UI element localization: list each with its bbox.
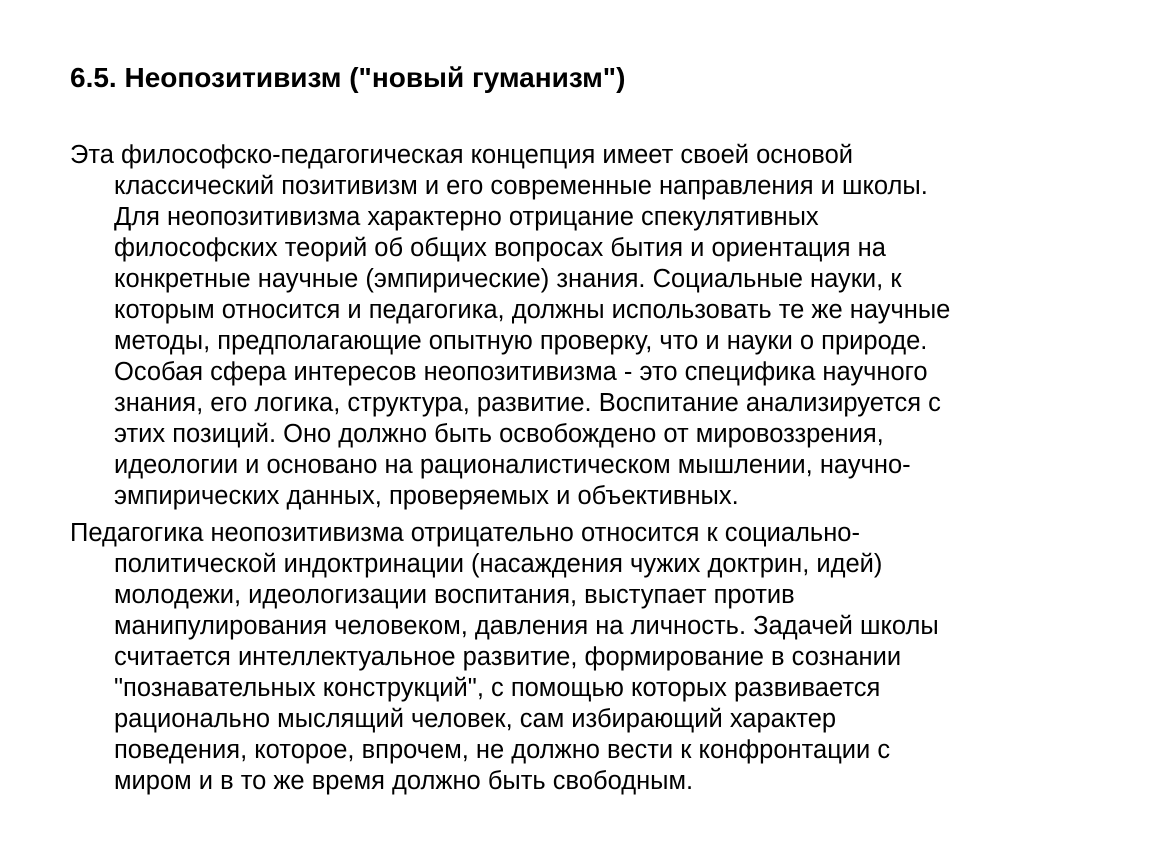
text-line: знания, его логика, структура, развитие. Воспитание анализируется с <box>114 389 941 417</box>
text-line: молодежи, идеологизации воспитания, выступает против <box>114 581 795 609</box>
text-line: Для неопозитивизма характерно отрицание спекулятивных <box>114 203 819 231</box>
text-line: миром и в то же время должно быть свободным. <box>114 767 694 795</box>
text-line: "познавательных конструкций", с помощью которых развивается <box>114 674 881 702</box>
text-line: манипулирования человеком, давления на личность. Задачей школы <box>114 612 939 640</box>
text-line: классический позитивизм и его современные направления и школы. <box>114 172 928 200</box>
text-line: Педагогика неопозитивизма отрицательно относится к социально- <box>70 519 860 547</box>
paragraph-2 <box>70 518 1130 797</box>
text-line: эмпирических данных, проверяемых и объективных. <box>114 482 739 510</box>
text-line: идеологии и основано на рационалистическом мышлении, научно- <box>114 451 911 479</box>
text-line: Эта философско-педагогическая концепция имеет своей основой <box>70 141 853 169</box>
text-line: Особая сфера интересов неопозитивизма - это специфика научного <box>114 358 928 386</box>
page-title: 6.5. Неопозитивизм ("новый гуманизм") <box>70 62 626 93</box>
text-line: политической индоктринации (насаждения чужих доктрин, идей) <box>114 550 883 578</box>
text-line: методы, предполагающие опытную проверку, что и науки о природе. <box>114 327 928 355</box>
slide-body <box>70 140 1130 797</box>
text-line: которым относится и педагогика, должны использовать те же научные <box>114 296 951 324</box>
text-line: философских теорий об общих вопросах бытия и ориентация на <box>114 234 886 262</box>
text-line: рационально мыслящий человек, сам избирающий характер <box>114 705 837 733</box>
text-line: конкретные научные (эмпирические) знания. Социальные науки, к <box>114 265 902 293</box>
paragraph-1 <box>70 140 1130 512</box>
text-line: поведения, которое, впрочем, не должно вести к конфронтации с <box>114 736 891 764</box>
text-line: этих позиций. Оно должно быть освобождено от мировоззрения, <box>114 420 884 448</box>
text-line: считается интеллектуальное развитие, формирование в сознании <box>114 643 902 671</box>
